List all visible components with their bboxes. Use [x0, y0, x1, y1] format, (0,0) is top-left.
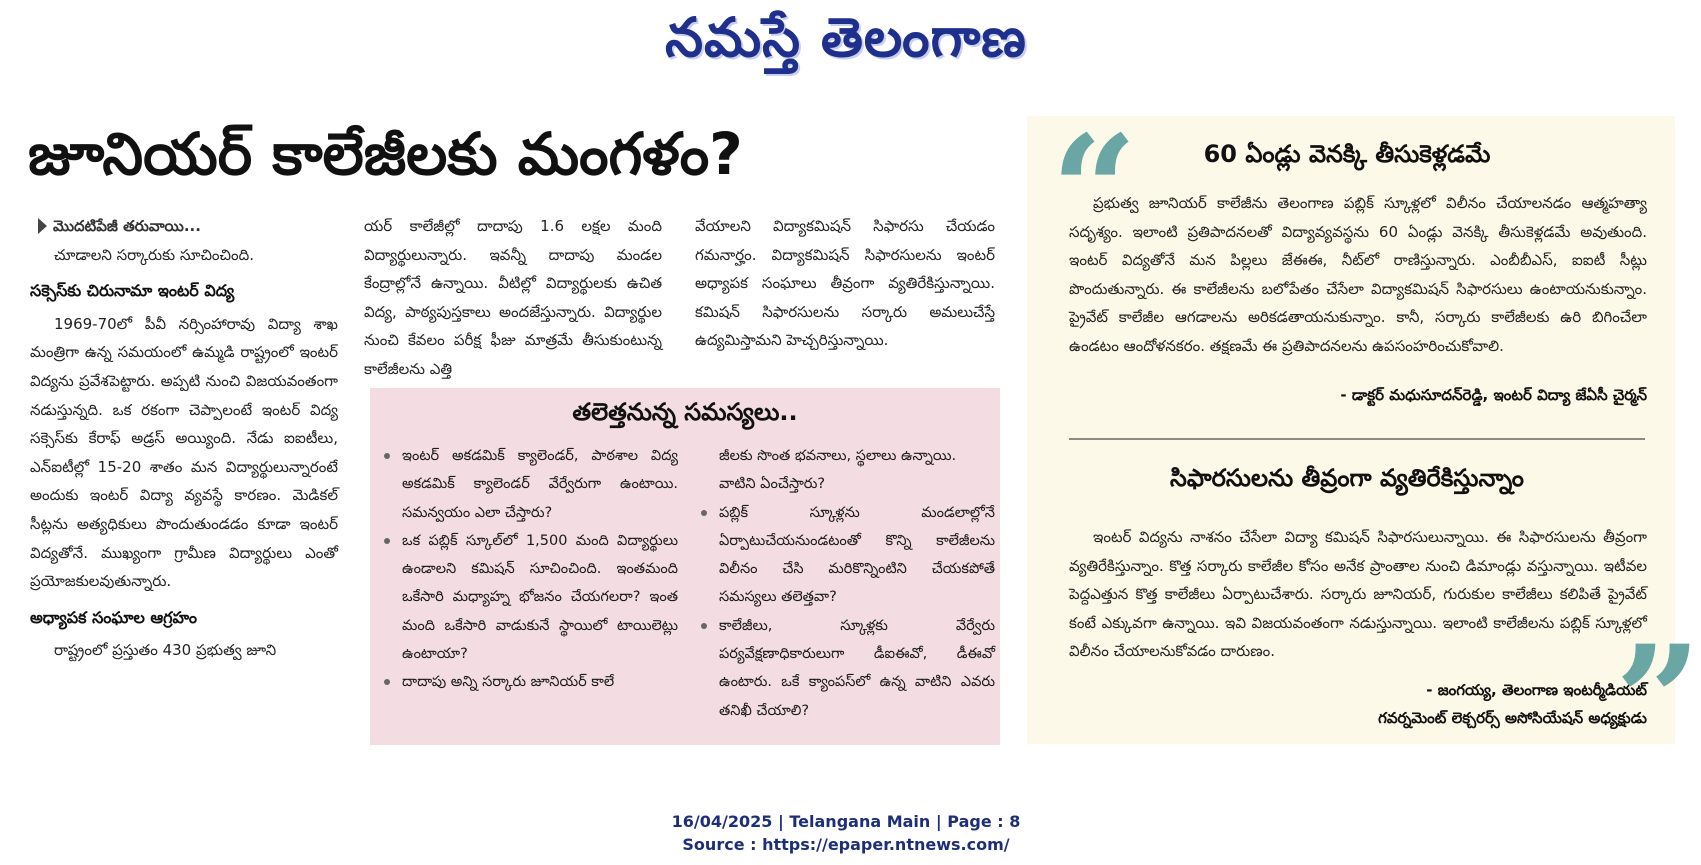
article-paragraph: రాష్ట్రంలో ప్రస్తుతం 430 ప్రభుత్వ జూని	[54, 641, 277, 660]
article-column-1	[30, 212, 338, 665]
page-footer	[0, 810, 1692, 856]
bullet-icon	[384, 538, 390, 544]
quote-title: 60 ఏండ్లు వెనక్కి తీసుకెళ్లడమే	[1203, 140, 1491, 168]
article-paragraph: 1969-70లో పీవీ నర్సింహారావు విద్యా శాఖ మంత్రిగా ఉన్న సమయంలో ఉమ్మడి రాష్ట్రంలో ఇంటర్ విద్యను ప్రవేశపెట్టారు. అప్పటి నుంచి విజయవంతంగా నడుస్తున్నది. ఒక రకంగా చెప్పాలంటే ఇంటర్ విద్య సక్సెస్‌కు కేరాఫ్ అడ్రస్ అయ్యింది. నేడు ఐఐటీలు, ఎన్ఐటీల్లో 15-20 శాతం మన విద్యార్థులున్నారంటే అందుకు ఇంటర్ విద్యా వ్యవస్థే కారణం. మెడికల్ సీట్లను అత్యధికులు పొందుతుండడం కూడా ఇంటర్ విద్యతోనే. ముఖ్యంగా గ్రామీణ విద్యార్థులు ఎంతో ప్రయోజకులవుతున్నారు.	[30, 314, 338, 591]
footer-dateline: 16/04/2025 | Telangana Main | Page : 8	[671, 812, 1021, 831]
quote-body: ఇంటర్ విద్యను నాశనం చేసేలా విద్యా కమిషన్ సిఫారసులున్నాయి. ఈ సిఫారసులను తీవ్రంగా వ్యతిరేకిస్తున్నాం. కొత్త సర్కారు కాలేజీల కోసం అనేక ప్రాంతాల నుంచి డిమాండ్లు వస్తున్నాయి. ఇటీవల పెద్దఎత్తున కొత్త కాలేజీలు ఏర్పాటుచేశారు. సర్కారు జూనియర్, గురుకుల కాలేజీలు కలిపితే ప్రైవేట్ కంటే ఎక్కువగా ఉన్నాయి. ఇవి విజయవంతంగా నడుస్తున్నాయి. ఇలాంటి కాలేజీలను పబ్లిక్ స్కూళ్లలో విలీనం చేయాలనుకోవడం దారుణం.	[1069, 528, 1647, 661]
problems-title: తలెత్తనున్న సమస్యలు..	[572, 398, 798, 426]
problems-box	[370, 388, 1000, 745]
article-subhead: అధ్యాపక సంఘాల ఆగ్రహం	[30, 607, 197, 627]
problems-list-right	[695, 442, 995, 725]
attribution-line: గవర్నమెంట్ లెక్చరర్స్ అసోసియేషన్ అధ్యక్షుడు	[1378, 709, 1647, 727]
arrow-right-icon	[38, 218, 47, 234]
problems-list-left	[378, 442, 678, 697]
open-quote-icon: “	[1051, 103, 1138, 279]
quote-body: ప్రభుత్వ జూనియర్ కాలేజీను తెలంగాణ పబ్లిక్ స్కూళ్లలో విలీనం చేయాలనడం ఆత్మహత్యా సదృశ్యం. ఇలాంటి ప్రతిపాదనలతో విద్యావ్యవస్థను 60 ఏండ్లు వెనక్కి తీసుకెళ్లడమే అవుతుంది. ఇంటర్ విద్యతోనే మన పిల్లలు జేఈఈ, నీట్‌లో రాణిస్తున్నారు. ఎంబీబీఎస్, ఐఐటీ సీట్లు పొందుతున్నారు. ఈ కాలేజీలను బలోపేతం చేసేలా విద్యాకమిషన్ సిఫారసులు ఉంటాయనుకున్నాం. ప్రైవేట్ కాలేజీల ఆగడాలను అరికడతాయనుకున్నాం. కానీ, సర్కారు కాలేజీలకు ఉరి బిగించేలా ఉండటం ఆందోళనకరం. తక్షణమే ఈ ప్రతిపాదనలను ఉపసంహరించుకోవాలి.	[1069, 194, 1647, 355]
list-item: పబ్లిక్ స్కూళ్లను మండలాల్లోనే ఏర్పాటుచేయనుండటంతో కొన్ని కాలేజీలను విలీనం చేసి మరికొన్నింటిని చేయకపోతే సమస్యలు తలెత్తవా?	[695, 499, 995, 612]
list-item: ఒక పబ్లిక్ స్కూల్‌లో 1,500 మంది విద్యార్థులు ఉండాలని కమిషన్ సూచించింది. ఇంతమంది ఒకేసారి మధ్యాహ్న భోజనం చేయగలరా? ఇంత మంది ఒకేసారి వాడుకునే స్థాయిలో టాయిలెట్లు ఉంటాయా?	[378, 527, 678, 668]
footer-source: Source : https://epaper.ntnews.com/	[682, 835, 1010, 854]
article-paragraph: చూడాలని సర్కారుకు సూచించింది.	[54, 245, 254, 264]
article-paragraph: వేయాలని విద్యాకమిషన్ సిఫారసు చేయడం గమనార్హం. విద్యాకమిషన్ సిఫారసులను ఇంటర్ అధ్యాపక సంఘాలు తీవ్రంగా వ్యతిరేకిస్తున్నాయి. కమిషన్ సిఫారసులను సర్కారు అమలుచేస్తే ఉద్యమిస్తామని హెచ్చరిస్తున్నాయి.	[695, 217, 995, 350]
close-quote-icon: ”	[1615, 613, 1701, 789]
article-paragraph: యర్ కాలేజీల్లో దాదాపు 1.6 లక్షల మంది విద్యార్థులున్నారు. ఇవన్నీ దాదాపు మండల కేంద్రాల్లోనే ఉన్నాయి. వీటిల్లో విద్యార్థులకు ఉచిత విద్య, పాఠ్యపుస్తకాలు అందజేస్తున్నారు. విద్యార్థుల నుంచి కేవలం పరీక్ష ఫీజు మాత్రమే తీసుకుంటున్న కాలేజీలను ఎత్తి	[364, 217, 662, 378]
list-item: ఇంటర్ అకడమిక్ క్యాలెండర్, పాఠశాల విద్య అకడమిక్ క్యాలెండర్ వేర్వేరుగా ఉంటాయి. సమన్వయం ఎలా చేస్తారు?	[378, 442, 678, 527]
divider	[1069, 438, 1645, 440]
quote-title: సిఫారసులను తీవ్రంగా వ్యతిరేకిస్తున్నాం	[1170, 464, 1524, 492]
page-headline: జూనియర్ కాలేజీలకు మంగళం?	[28, 120, 743, 188]
article-column-2	[364, 212, 662, 384]
bullet-icon	[384, 679, 390, 685]
list-item: దాదాపు అన్ని సర్కారు జూనియర్ కాలే	[378, 668, 678, 696]
article-column-3	[695, 212, 995, 355]
article-subhead: సక్సెస్‌కు చిరునామా ఇంటర్ విద్య	[30, 281, 235, 301]
bullet-icon	[701, 623, 707, 629]
list-continuation: జీలకు సొంత భవనాలు, స్థలాలు ఉన్నాయి. వాటిని ఏంచేస్తారు?	[719, 448, 957, 493]
attribution-line: - జంగయ్య, తెలంగాణ ఇంటర్మీడియట్	[1426, 681, 1647, 699]
masthead-logo: నమస్తే తెలంగాణ	[665, 6, 1027, 69]
quotes-sidebar	[1027, 103, 1701, 789]
quote-attribution	[1067, 676, 1647, 732]
quote-attribution: - డాక్టర్ మధుసూదన్‌రెడ్డి, ఇంటర్ విద్యా జేఏసీ చైర్మన్	[1340, 386, 1647, 404]
bullet-icon	[701, 510, 707, 516]
bullet-icon	[384, 453, 390, 459]
continued-from	[30, 212, 338, 241]
list-item: కాలేజీలు, స్కూళ్లకు వేర్వేరు పర్యవేక్షణాధికారులుగా డీఐఈవో, డీఈవో ఉంటారు. ఒకే క్యాంపస్‌లో ఉన్న వాటిని ఎవరు తనిఖీ చేయాలి?	[695, 612, 995, 725]
continued-label: మొదటిపేజీ తరువాయి...	[53, 217, 201, 235]
